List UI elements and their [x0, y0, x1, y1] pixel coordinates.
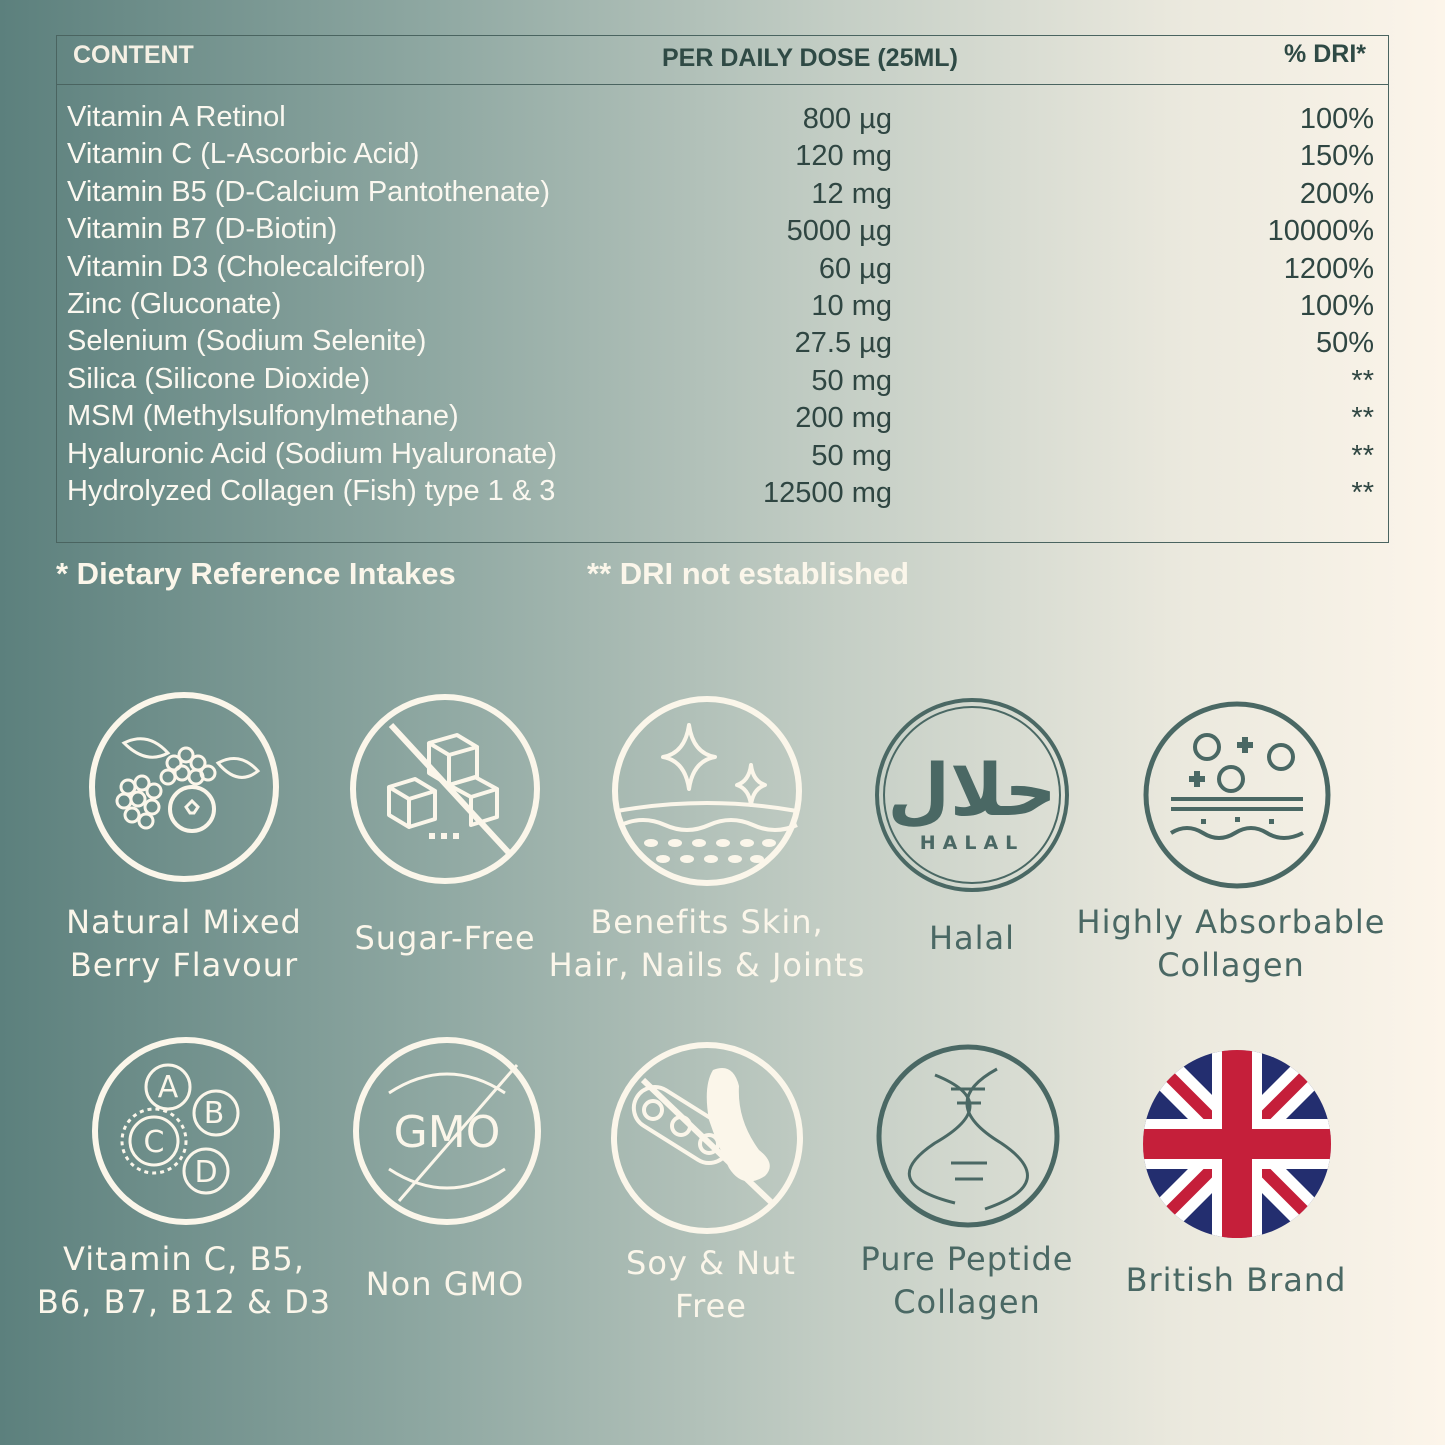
- badge-berry-line2: Berry Flavour: [69, 946, 299, 984]
- nutrient-dose: 12500 mg: [763, 477, 892, 509]
- badge-absorbable: [1071, 901, 1391, 987]
- badge-absorbable-line2: Collagen: [1157, 946, 1305, 984]
- nutrient-name: Hydrolyzed Collagen (Fish) type 1 & 3: [67, 475, 556, 507]
- svg-text:A: A: [157, 1070, 179, 1105]
- vitamins-icon: [90, 1035, 282, 1227]
- nutrient-dri: **: [1351, 477, 1374, 509]
- table-header: [57, 36, 1388, 85]
- table-row: [57, 438, 1388, 475]
- badge-peptide-line1: Pure Peptide: [860, 1240, 1074, 1278]
- nutrient-dose: 120 mg: [795, 140, 892, 173]
- table-row: [57, 101, 1388, 138]
- nutrition-table: [56, 35, 1389, 543]
- nutrient-name: Vitamin B5 (D-Calcium Pantothenate): [67, 175, 551, 208]
- badge-vitamins-line2: B6, B7, B12 & D3: [36, 1283, 332, 1321]
- nutrient-dri: 1200%: [1283, 252, 1374, 285]
- badge-halal-line1: Halal: [928, 919, 1016, 957]
- skin-sparkle-icon: [611, 695, 803, 887]
- nutrient-dri: **: [1351, 439, 1374, 472]
- halal-icon: [874, 697, 1070, 893]
- badge-skin-line2: Hair, Nails & Joints: [548, 946, 866, 984]
- header-dose: PER DAILY DOSE (25ML): [662, 44, 958, 72]
- table-row: [57, 325, 1388, 362]
- halal-inner-label: HALAL: [919, 832, 1025, 854]
- collagen-absorb-icon: [1141, 699, 1333, 891]
- svg-text:D: D: [194, 1155, 218, 1190]
- badge-sugar-free-line1: Sugar-Free: [354, 919, 536, 957]
- footnote-not-established: ** DRI not established: [587, 556, 910, 591]
- nutrient-dose: 5000 µg: [786, 215, 892, 248]
- svg-text:C: C: [143, 1125, 165, 1160]
- nutrient-dri: 200%: [1299, 177, 1374, 210]
- nutrient-name: Vitamin B7 (D-Biotin): [67, 213, 338, 246]
- berry-icon: [88, 691, 280, 883]
- badge-peptide-line2: Collagen: [893, 1283, 1041, 1321]
- table-row: [57, 400, 1388, 437]
- nutrient-dose: 12 mg: [811, 177, 892, 210]
- nutrient-dri: 100%: [1299, 290, 1374, 322]
- badge-british: [1076, 1259, 1396, 1302]
- nutrient-dose: 60 µg: [818, 252, 892, 285]
- nutrient-dose: 200 mg: [795, 402, 892, 435]
- table-row: [57, 251, 1388, 288]
- nutrient-dri: **: [1351, 402, 1374, 435]
- badge-soy-nut-line2: Free: [675, 1287, 747, 1325]
- nutrient-dose: 10 mg: [811, 290, 892, 322]
- header-dri: % DRI*: [1284, 40, 1366, 68]
- nutrient-dri: 150%: [1299, 140, 1374, 173]
- badge-soy-nut-line1: Soy & Nut: [626, 1244, 796, 1282]
- nutrient-name: MSM (Methylsulfonylmethane): [67, 400, 459, 433]
- table-row: [57, 176, 1388, 213]
- no-sugar-icon: [349, 693, 541, 885]
- nutrient-dose: 50 mg: [811, 439, 892, 472]
- badge-skin-line1: Benefits Skin,: [590, 903, 824, 941]
- halal-arabic: حلال: [887, 748, 1057, 832]
- badge-berry-line1: Natural Mixed: [66, 903, 302, 941]
- table-row: [57, 363, 1388, 400]
- footnote-dri: * Dietary Reference Intakes: [56, 556, 456, 591]
- union-jack-icon: [1142, 1049, 1332, 1239]
- badge-british-line1: British Brand: [1125, 1261, 1347, 1299]
- nutrient-dose: 27.5 µg: [794, 327, 892, 360]
- badge-absorbable-line1: Highly Absorbable: [1076, 903, 1386, 941]
- gmo-inner-label: GMO: [393, 1107, 501, 1158]
- nutrient-name: Zinc (Gluconate): [67, 288, 282, 320]
- no-gmo-icon: [351, 1035, 543, 1227]
- nutrient-dri: 50%: [1315, 327, 1374, 360]
- badge-gmo-line1: Non GMO: [365, 1265, 525, 1303]
- nutrient-dose: 50 mg: [811, 364, 892, 397]
- no-soy-nut-icon: [609, 1040, 805, 1236]
- nutrient-name: Silica (Silicone Dioxide): [67, 362, 370, 395]
- nutrient-dri: 100%: [1299, 103, 1374, 135]
- table-row: [57, 475, 1388, 512]
- nutrient-name: Selenium (Sodium Selenite): [67, 325, 427, 358]
- nutrient-name: Vitamin C (L-Ascorbic Acid): [67, 138, 420, 171]
- dna-helix-icon: [875, 1043, 1061, 1229]
- nutrient-dose: 800 µg: [802, 103, 892, 135]
- table-row: [57, 213, 1388, 250]
- header-content: CONTENT: [73, 41, 194, 69]
- table-row: [57, 138, 1388, 175]
- nutrient-name: Vitamin D3 (Cholecalciferol): [67, 250, 426, 283]
- nutrient-name: Hyaluronic Acid (Sodium Hyaluronate): [67, 437, 557, 470]
- badge-vitamins-line1: Vitamin C, B5,: [63, 1240, 305, 1278]
- nutrient-name: Vitamin A Retinol: [67, 101, 286, 133]
- nutrient-dri: **: [1351, 364, 1374, 397]
- nutrient-dri: 10000%: [1267, 215, 1374, 248]
- svg-text:B: B: [203, 1096, 225, 1131]
- table-row: [57, 288, 1388, 325]
